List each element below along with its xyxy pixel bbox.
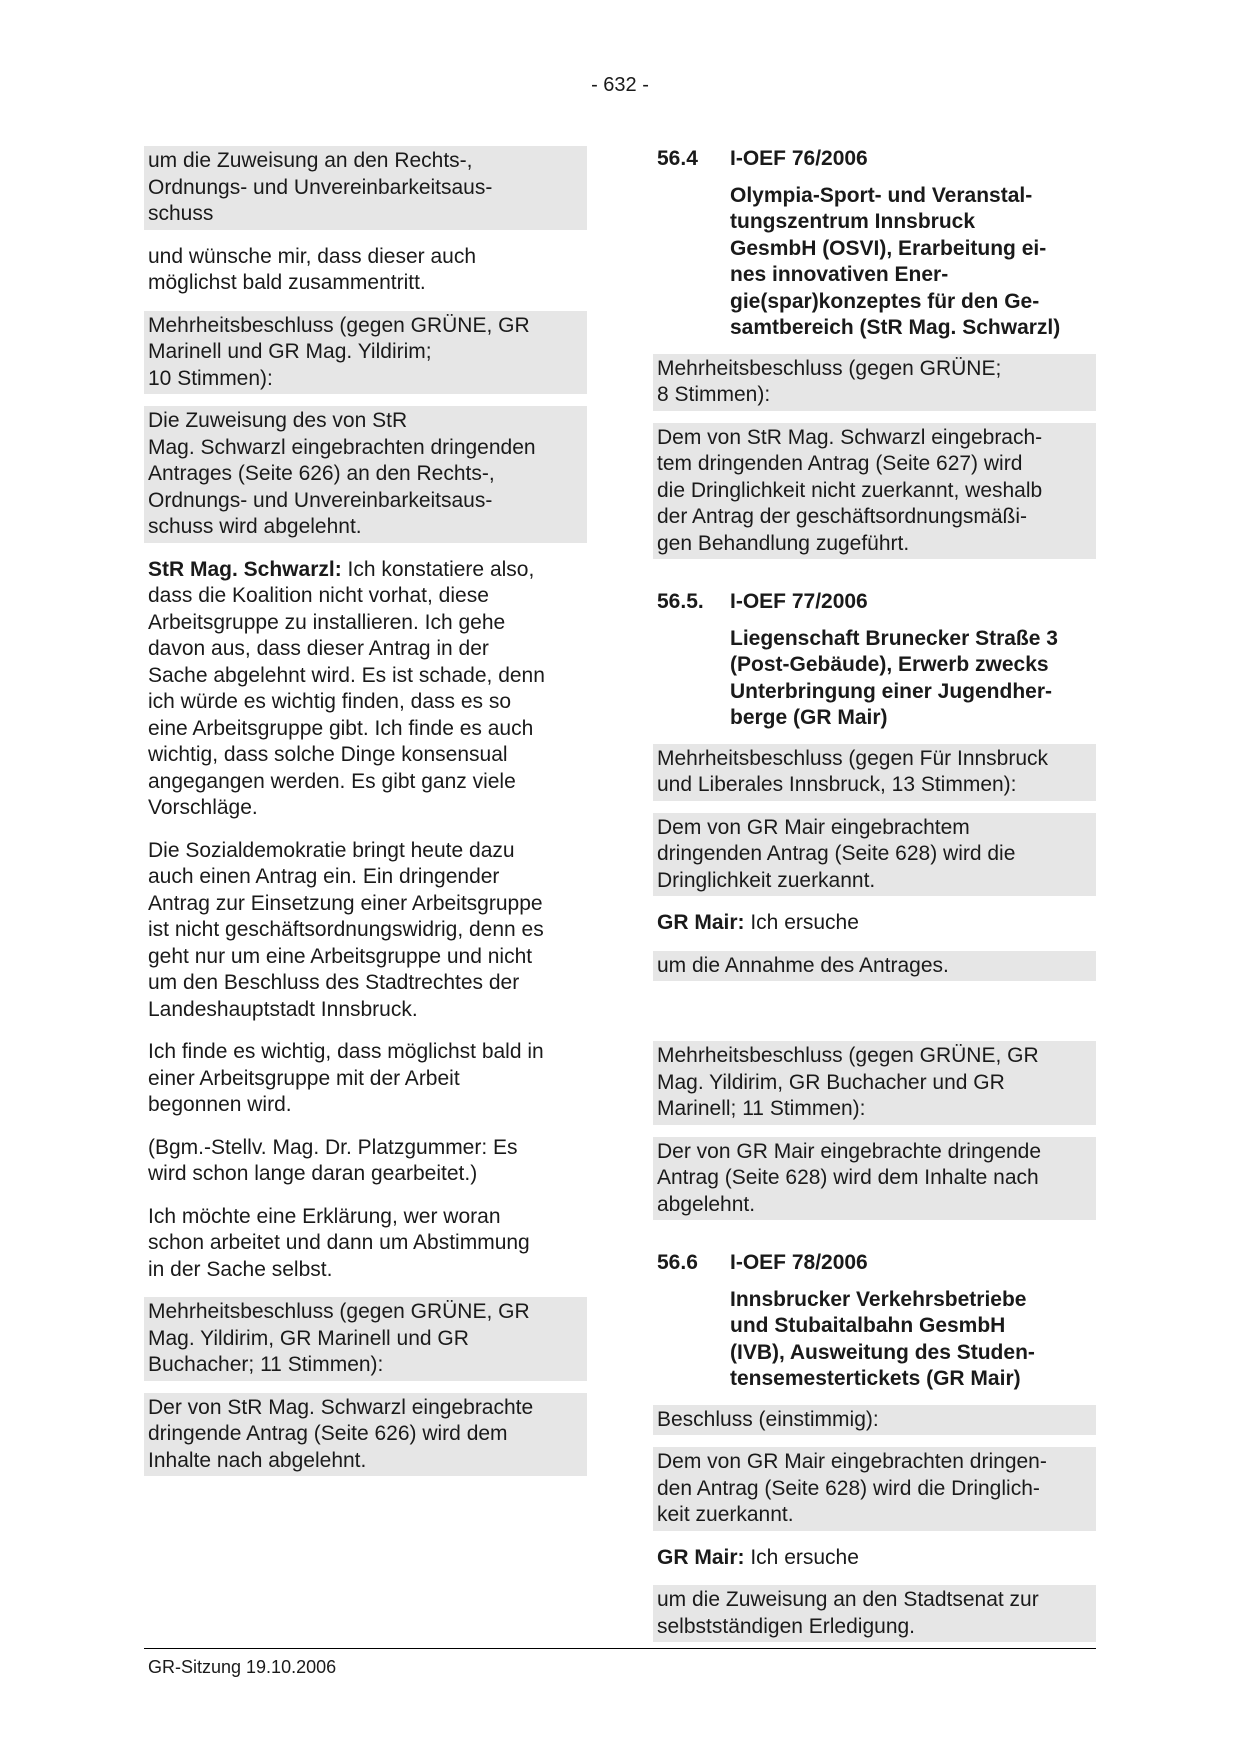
text-line: Olympia-Sport- und Veranstal-	[730, 183, 1033, 207]
text-line: Antrag zur Einsetzung einer Arbeitsgruppe	[148, 891, 543, 915]
resolution-block	[653, 951, 1096, 982]
text-line: dass die Koalition nicht vorhat, diese	[148, 584, 489, 607]
speaker-name: GR Mair:	[657, 911, 745, 934]
speech-paragraph	[144, 836, 587, 1026]
left-column	[144, 146, 587, 1488]
text-line: Dem von GR Mair eingebrachten dringen-	[657, 1450, 1047, 1473]
text-line: Ich ersuche	[744, 911, 859, 934]
text-line: Unterbringung einer Jugendher-	[730, 679, 1053, 703]
resolution-block	[653, 744, 1096, 801]
resolution-block	[653, 354, 1096, 411]
text-line: und Stubaitalbahn GesmbH	[730, 1314, 1006, 1337]
blank-space	[653, 993, 1096, 1041]
page-number: - 632 -	[591, 74, 649, 96]
text-line: den Antrag (Seite 628) wird die Dringlich-	[657, 1476, 1040, 1500]
text-line: möglichst bald zusammentritt.	[148, 271, 426, 294]
text-line: und wünsche mir, dass dieser auch	[148, 244, 477, 268]
text-line: Beschluss (einstimmig):	[657, 1407, 879, 1431]
right-column	[653, 146, 1096, 1654]
text-line: Marinell und GR Mag. Yildirim;	[148, 340, 432, 363]
text-line: schuss	[148, 202, 214, 225]
text-line: GesmbH (OSVI), Erarbeitung ei-	[730, 236, 1047, 260]
text-line: Sache abgelehnt wird. Es ist schade, denn	[148, 663, 545, 687]
text-line: berge (GR Mair)	[730, 706, 888, 729]
speaker-name: GR Mair:	[657, 1545, 745, 1569]
text-line: einer Arbeitsgruppe mit der Arbeit	[148, 1066, 460, 1090]
text-line: Mehrheitsbeschluss (gegen Für Innsbruck	[657, 746, 1049, 770]
text-line: Ich finde es wichtig, dass möglichst bald in	[148, 1040, 544, 1063]
text-line: Ich ersuche	[744, 1545, 859, 1569]
speech-paragraph	[144, 1202, 587, 1286]
text-line: Dem von GR Mair eingebrachtem	[657, 815, 970, 839]
text-line: wichtig, dass solche Dinge konsensual	[148, 743, 508, 766]
text-line: (Bgm.-Stellv. Mag. Dr. Platzgummer: Es	[148, 1135, 518, 1159]
speech-paragraph	[144, 1133, 587, 1190]
agenda-item-heading	[653, 146, 1096, 173]
speaker-name: StR Mag. Schwarzl:	[148, 557, 342, 581]
text-line: Vorschläge.	[148, 796, 258, 819]
text-line: gie(spar)konzeptes für den Ge-	[730, 289, 1040, 313]
agenda-item-reference: I-OEF 78/2006	[730, 1251, 868, 1274]
text-line: abgelehnt.	[657, 1192, 756, 1216]
speech-paragraph	[144, 242, 587, 299]
text-line: Landeshauptstadt Innsbruck.	[148, 997, 418, 1021]
text-line: Mehrheitsbeschluss (gegen GRÜNE, GR	[148, 1300, 530, 1323]
resolution-block	[144, 311, 587, 395]
text-line: selbstständigen Erledigung.	[657, 1614, 916, 1638]
text-line: Marinell; 11 Stimmen):	[657, 1097, 866, 1120]
text-line: wird schon lange daran gearbeitet.)	[148, 1162, 478, 1185]
text-line: Die Zuweisung des von StR	[148, 409, 408, 432]
agenda-item-number: 56.6	[657, 1251, 698, 1274]
text-line: samtbereich (StR Mag. Schwarzl)	[730, 316, 1061, 339]
footer-divider	[144, 1648, 1096, 1649]
text-line: auch einen Antrag ein. Ein dringender	[148, 865, 500, 888]
resolution-block	[144, 1297, 587, 1381]
text-line: um die Annahme des Antrages.	[657, 953, 949, 977]
text-line: Mehrheitsbeschluss (gegen GRÜNE;	[657, 356, 1002, 380]
text-line: Ordnungs- und Unvereinbarkeitsaus-	[148, 488, 493, 512]
text-line: in der Sache selbst.	[148, 1257, 333, 1281]
text-line: davon aus, dass dieser Antrag in der	[148, 637, 489, 660]
resolution-block	[653, 1137, 1096, 1221]
text-line: dringenden Antrag (Seite 628) wird die	[657, 842, 1016, 865]
agenda-item-heading	[653, 1250, 1096, 1277]
text-line: Ordnungs- und Unvereinbarkeitsaus-	[148, 175, 493, 199]
text-line: um die Zuweisung an den Rechts-,	[148, 149, 473, 172]
text-line: die Dringlichkeit nicht zuerkannt, weshalb	[657, 478, 1043, 502]
resolution-block	[144, 146, 587, 230]
resolution-block	[144, 1393, 587, 1477]
text-line: tem dringenden Antrag (Seite 627) wird	[657, 452, 1023, 475]
agenda-item-title	[653, 626, 1096, 732]
resolution-block	[653, 1041, 1096, 1125]
text-line: tensemestertickets (GR Mair)	[730, 1367, 1021, 1390]
resolution-block	[653, 423, 1096, 560]
text-line: Antrag (Seite 628) wird dem Inhalte nach	[657, 1166, 1039, 1189]
text-line: tungszentrum Innsbruck	[730, 210, 976, 233]
text-line: nes innovativen Ener-	[730, 263, 949, 286]
text-line: Ich möchte eine Erklärung, wer woran	[148, 1204, 501, 1228]
text-line: Der von StR Mag. Schwarzl eingebrachte	[148, 1395, 534, 1419]
agenda-item-number: 56.5.	[657, 590, 704, 613]
text-line: Mag. Yildirim, GR Marinell und GR	[148, 1326, 469, 1350]
text-line: Mag. Yildirim, GR Buchacher und GR	[657, 1070, 1005, 1094]
text-line: keit zuerkannt.	[657, 1503, 794, 1526]
text-line: (IVB), Ausweitung des Studen-	[730, 1340, 1035, 1364]
text-line: eine Arbeitsgruppe gibt. Ich finde es auch	[148, 716, 534, 740]
text-line: Mehrheitsbeschluss (gegen GRÜNE, GR	[657, 1044, 1039, 1067]
text-line: Mehrheitsbeschluss (gegen GRÜNE, GR	[148, 313, 530, 337]
text-line: um den Beschluss des Stadtrechtes der	[148, 971, 520, 994]
text-line: ist nicht geschäftsordnungswidrig, denn es	[148, 918, 544, 941]
text-line: und Liberales Innsbruck, 13 Stimmen):	[657, 773, 1017, 796]
agenda-item-number: 56.4	[657, 147, 698, 170]
speech-paragraph	[144, 555, 587, 824]
speech-paragraph	[653, 1543, 1096, 1574]
text-line: Antrages (Seite 626) an den Rechts-,	[148, 462, 495, 485]
text-line: 8 Stimmen):	[657, 383, 771, 406]
text-line: Dem von StR Mag. Schwarzl eingebrach-	[657, 425, 1043, 449]
text-line: Der von GR Mair eingebrachte dringende	[657, 1139, 1042, 1163]
text-line: Liegenschaft Brunecker Straße 3	[730, 626, 1058, 650]
text-line: Arbeitsgruppe zu installieren. Ich gehe	[148, 610, 506, 634]
resolution-block	[653, 1447, 1096, 1531]
text-line: dringende Antrag (Seite 626) wird dem	[148, 1422, 508, 1445]
text-line: (Post-Gebäude), Erwerb zwecks	[730, 653, 1049, 676]
speech-paragraph	[653, 908, 1096, 939]
resolution-block	[653, 1585, 1096, 1642]
text-line: ich würde es wichtig finden, dass es so	[148, 690, 512, 713]
text-line: Innsbrucker Verkehrsbetriebe	[730, 1287, 1027, 1311]
text-line: Mag. Schwarzl eingebrachten dringenden	[148, 435, 536, 459]
text-line: Die Sozialdemokratie bringt heute dazu	[148, 838, 515, 862]
text-line: geht nur um eine Arbeitsgruppe und nicht	[148, 944, 533, 968]
text-line: 10 Stimmen):	[148, 366, 273, 390]
resolution-block	[144, 406, 587, 543]
text-line: der Antrag der geschäftsordnungsmäßi-	[657, 505, 1028, 528]
agenda-item-title	[653, 1287, 1096, 1393]
agenda-item-title	[653, 183, 1096, 342]
speech-paragraph	[144, 1037, 587, 1121]
text-line: Buchacher; 11 Stimmen):	[148, 1353, 384, 1376]
text-line: angegangen werden. Es gibt ganz viele	[148, 769, 516, 793]
resolution-block	[653, 813, 1096, 897]
text-line: Dringlichkeit zuerkannt.	[657, 868, 876, 892]
agenda-item-reference: I-OEF 77/2006	[730, 590, 868, 613]
agenda-item-reference: I-OEF 76/2006	[730, 147, 868, 170]
text-line: um die Zuweisung an den Stadtsenat zur	[657, 1588, 1039, 1611]
text-line: Inhalte nach abgelehnt.	[148, 1448, 367, 1472]
agenda-item-heading	[653, 589, 1096, 616]
text-line: Ich konstatiere also,	[341, 557, 535, 581]
text-line: schon arbeitet und dann um Abstimmung	[148, 1231, 530, 1254]
text-line: schuss wird abgelehnt.	[148, 515, 362, 538]
text-line: begonnen wird.	[148, 1093, 292, 1116]
text-line: gen Behandlung zugeführt.	[657, 531, 910, 555]
footer-session-date: GR-Sitzung 19.10.2006	[148, 1657, 337, 1677]
resolution-block	[653, 1405, 1096, 1436]
